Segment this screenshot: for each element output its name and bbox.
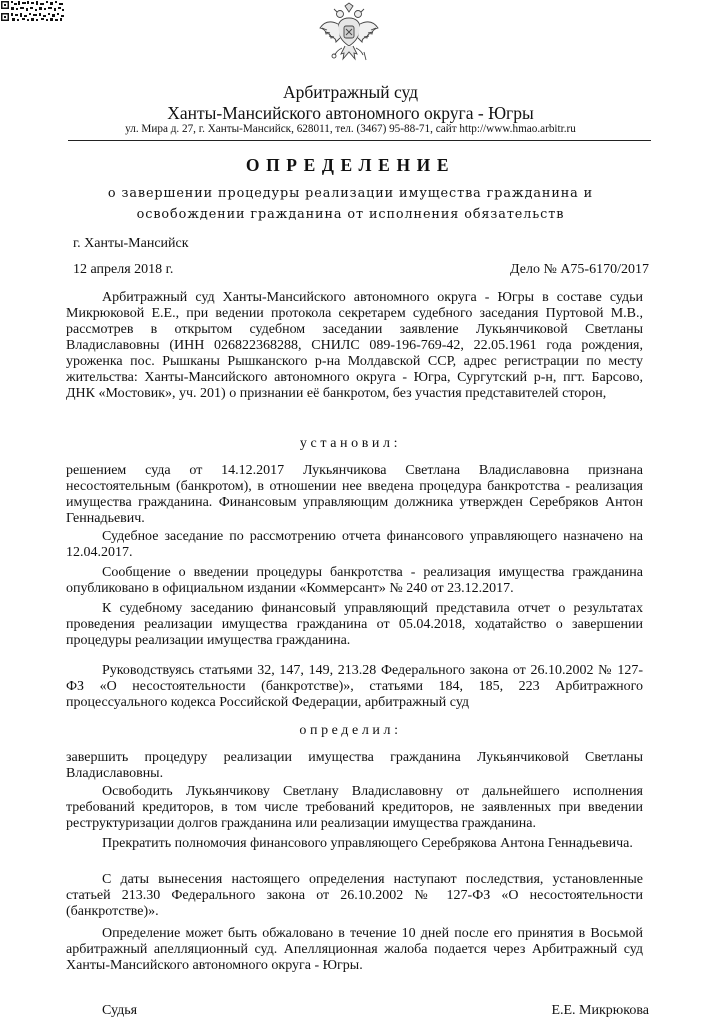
decided-paragraph-3: Прекратить полномочия финансового управляющего Серебрякова Антона Геннадьевича.	[102, 836, 633, 851]
case-number: Дело № А75-6170/2017	[510, 262, 649, 277]
court-name-line-1: Арбитражный суд	[282, 82, 419, 102]
established-paragraph-3: Сообщение о введении процедуры банкротства - реализация имущества гражданина опубликовано в официальном издании «Коммерсант» № 240 от 23.12.2017.	[66, 565, 643, 596]
signature-name: Е.Е. Микрюкова	[551, 1003, 649, 1018]
decided-paragraph-2: Освободить Лукьянчикову Светлану Владиславовну от дальнейшего исполнения требований кредиторов, в том числе требований кредиторов, не заявленных при введении реструктуризации долгов гражданина или реализации имущества гражданина.	[66, 784, 643, 831]
decided-paragraph-1: завершить процедуру реализации имущества гражданина Лукьянчиковой Светланы Владиславовны.	[66, 750, 643, 781]
document-title: ОПРЕДЕЛЕНИЕ	[245, 155, 456, 175]
established-heading: установил:	[299, 436, 402, 451]
city: г. Ханты-Мансийск	[73, 236, 189, 251]
decided-heading: определил:	[299, 723, 402, 738]
court-name-line-2: Ханты-Мансийского автономного округа - Югры	[167, 103, 534, 123]
date: 12 апреля 2018 г.	[73, 262, 174, 277]
decided-paragraph-5: Определение может быть обжаловано в течение 10 дней после его принятия в Восьмой арбитражный апелляционный суд. Апелляционная жалоба подается через Арбитражный суд Ханты-Мансийского автономного округа - Югры.	[66, 926, 643, 973]
intro-paragraph: Арбитражный суд Ханты-Мансийского автономного округа - Югры в составе судьи Микрюковой Е.Е., при ведении протокола секретарем судебного заседания Пуртовой М.В., рассмотрев в открытом судебном заседании заявление Лукьянчиковой Светланы Владиславовны (ИНН 026822368288, СНИЛС 089-196-769-42, 22.05.1961 года рождения, уроженка пос. Рышканы Рышканского р-на Молдавской ССР, адрес регистрации по месту жительства: Ханты-Мансийского автономного округа - Югра, Сургутский р-н, пгт. Барсово, ДНК «Мостовик», уч. 201) о признании её банкротом, без участия представителей сторон,	[66, 290, 643, 401]
header-divider	[68, 140, 651, 141]
qr-code-icon	[0, 0, 66, 22]
decided-paragraph-4: С даты вынесения настоящего определения наступают последствия, установленные статьей 213.30 Федерального закона от 26.10.2002 № 127-ФЗ «О несостоятельности (банкротстве)».	[66, 872, 643, 919]
court-address: ул. Мира д. 27, г. Ханты-Мансийск, 628011, тел. (3467) 95-88-71, сайт http://www.hmao.arbitr.ru	[125, 123, 576, 135]
signature-role: Судья	[102, 1003, 138, 1018]
state-emblem-icon	[318, 2, 380, 66]
subtitle-line-1: о завершении процедуры реализации имущества гражданина и	[107, 186, 594, 201]
established-paragraph-2: Судебное заседание по рассмотрению отчета финансового управляющего назначено на 12.04.2017.	[66, 529, 643, 560]
established-paragraph-1: решением суда от 14.12.2017 Лукьянчикова Светлана Владиславовна признана несостоятельным (банкротом), в отношении нее введена процедура банкротства - реализация имущества гражданина. Финансовым управляющим должника утвержден Серебряков Антон Геннадьевич.	[66, 463, 643, 526]
established-paragraph-4: К судебному заседанию финансовый управляющий представила отчет о результатах проведения реализации имущества гражданина от 05.04.2018, ходатайство о завершении процедуры реализации имущества гражданина.	[66, 601, 643, 648]
guided-paragraph: Руководствуясь статьями 32, 147, 149, 213.28 Федерального закона от 26.10.2002 № 127-ФЗ «О несостоятельности (банкротстве)», статьями 184, 185, 223 Арбитражного процессуального кодекса Российской Федерации, арбитражный суд	[66, 663, 643, 710]
subtitle-line-2: освобождении гражданина от исполнения обязательств	[136, 207, 565, 222]
